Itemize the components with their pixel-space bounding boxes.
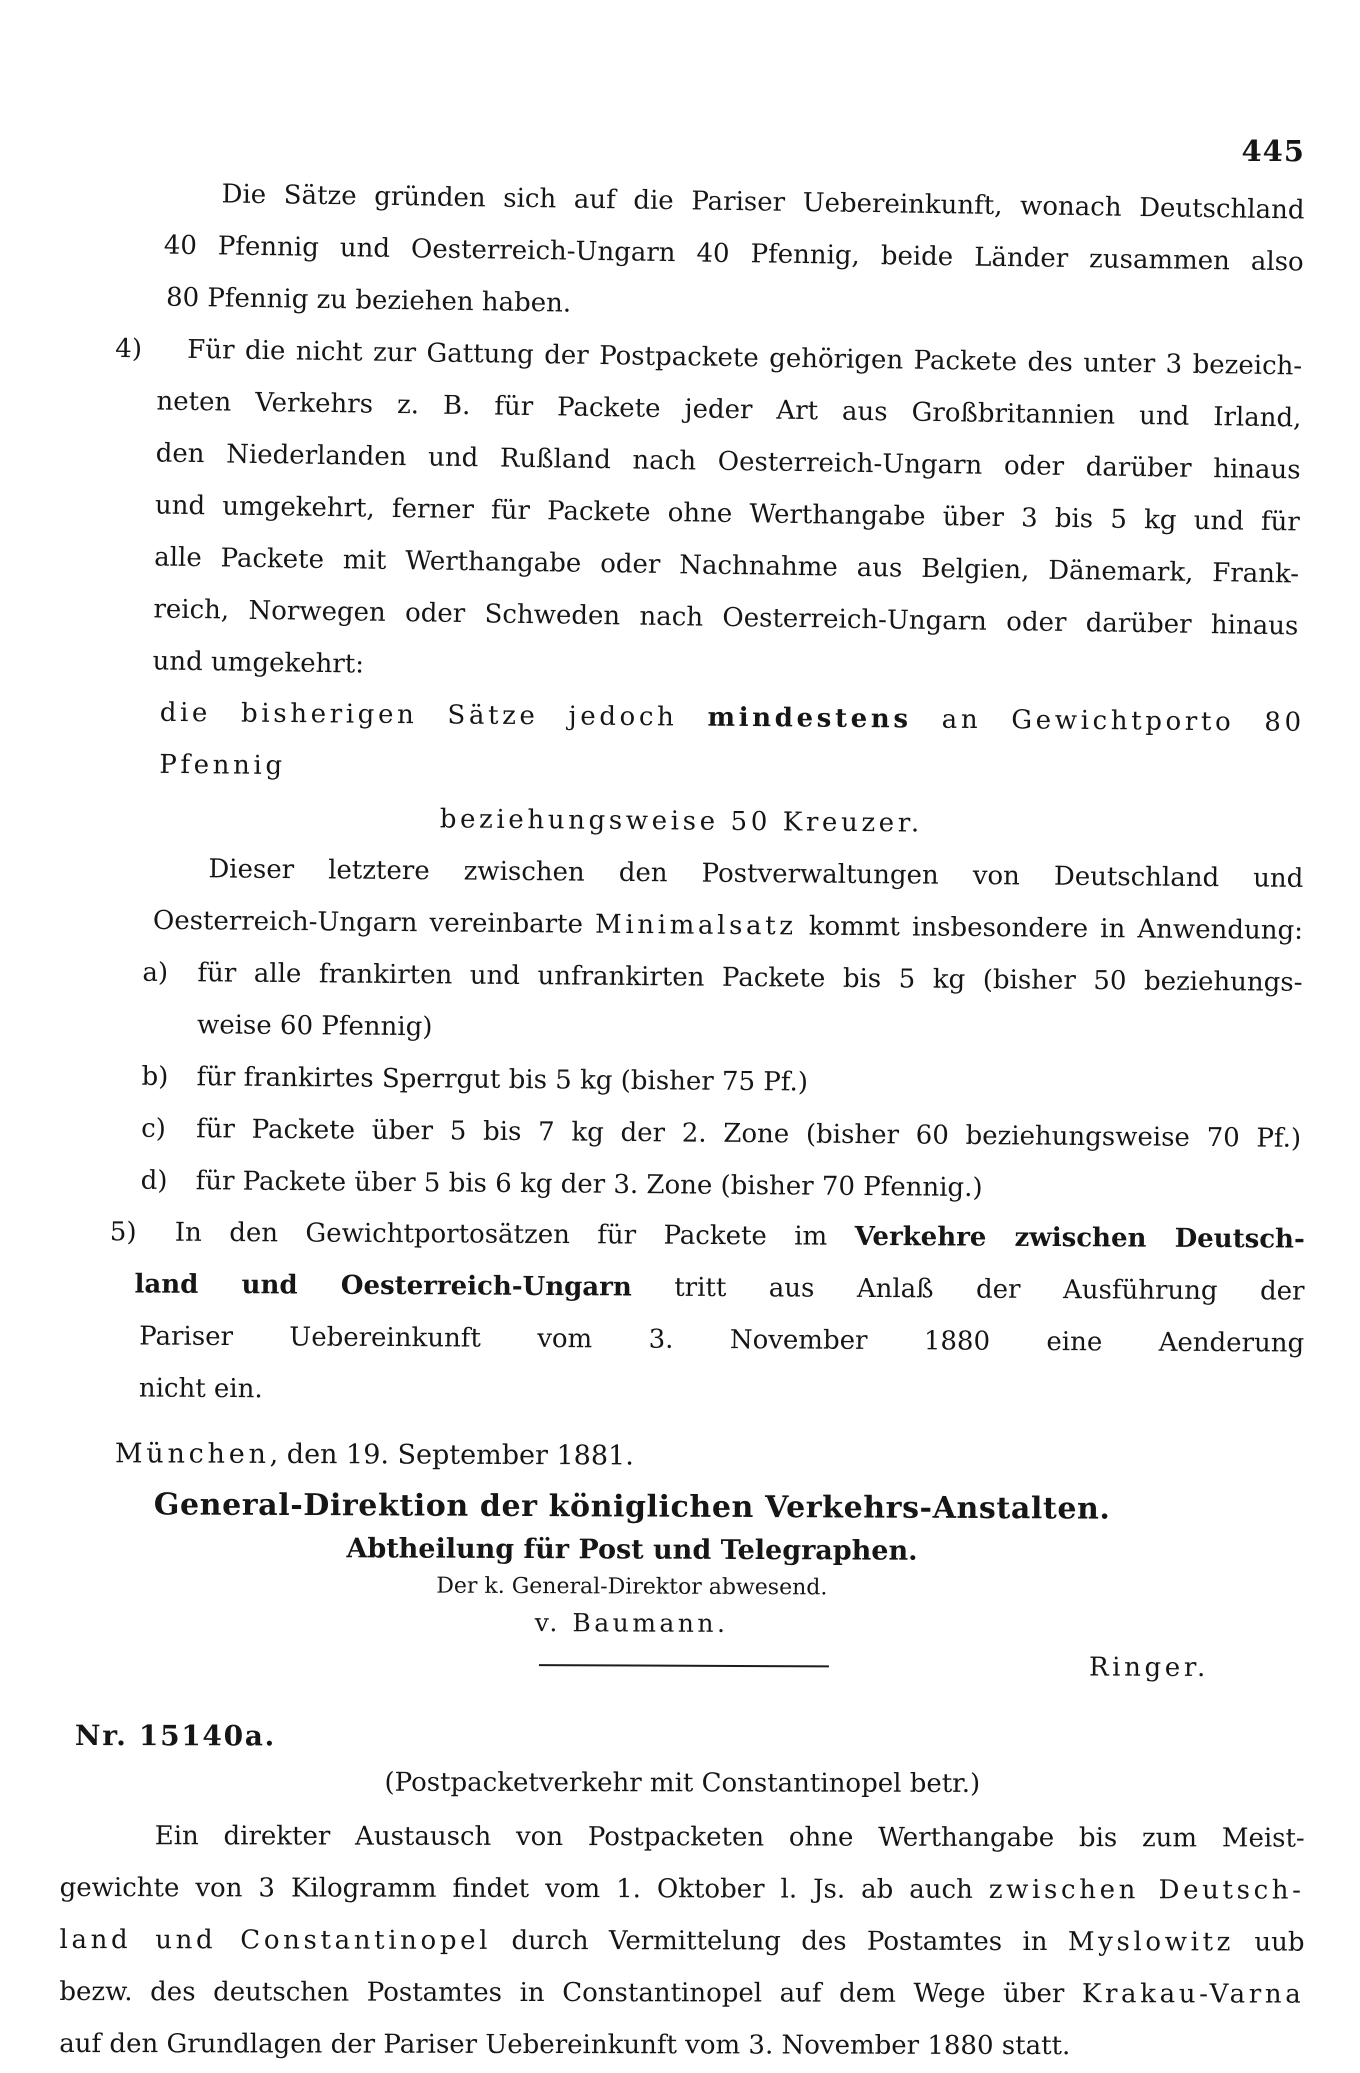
minimum-rate-section: [55, 686, 1304, 1217]
closing-section: [59, 1430, 1305, 1689]
minimal-paragraph-text: Oesterreich-Ungarn vereinbarte: [152, 905, 596, 940]
document-page: [60, 0, 1305, 2070]
notice-line: auf den Grundlagen der Pariser Uebereinkunft vom 3. November 1880 statt.: [59, 2028, 1071, 2062]
item-5-emphasis: Verkehre zwischen Deutsch-: [854, 1221, 1305, 1255]
intro-section: [52, 166, 1305, 704]
notice-line: [59, 1966, 1304, 2021]
notice-emphasis: Myslowitz: [1067, 1927, 1235, 1958]
item-5-line: nicht ein.: [138, 1373, 263, 1405]
notice-line: [59, 1914, 1304, 1969]
item-5-line: [60, 1206, 1305, 1266]
item-4-line: alle Packete mit Werthangabe oder Nachnahme aus Belgien, Dänemark, Frank-: [153, 542, 1300, 590]
item-4-line: und umgekehrt:: [152, 646, 365, 680]
intro-line: 80 Pfennig zu beziehen haben.: [165, 282, 572, 319]
item-4: [52, 322, 1302, 704]
item-5-line: Pariser Uebereinkunft vom 3. November 1880 eine Aenderung: [139, 1321, 1305, 1359]
minimum-rate-emphasis: mindestens: [707, 702, 912, 735]
intro-line: 40 Pfennig und Oesterreich-Ungarn 40 Pfennig, beide Länder zusammen also: [163, 230, 1304, 278]
item-4-line: und umgekehrt, ferner für Packete ohne Werthangabe über 3 bis 5 kg und für: [154, 490, 1301, 538]
minimal-paragraph-text: kommt insbesondere in Anwendung:: [796, 911, 1304, 946]
notice-subject: (Postpacketverkehr mit Constantinopel betr.): [384, 1767, 981, 1799]
dateline-place: München: [114, 1438, 270, 1470]
notice-section: [59, 1712, 1305, 2073]
item-5-section: [59, 1206, 1305, 1422]
item-4-line: reich, Norwegen oder Schweden nach Oesterreich-Ungarn oder darüber hinaus: [153, 594, 1299, 642]
item-4-line: neten Verkehrs z. B. für Packete jeder Art aus Großbritannien und Irland,: [156, 386, 1302, 434]
minimum-rate-line: [59, 686, 1305, 801]
minimum-rate-text: die bisherigen Sätze jedoch: [159, 697, 708, 733]
sub-item-b-line: für frankirtes Sperrgut bis 5 kg (bisher 75 Pf.): [196, 1062, 809, 1098]
signature-block: [114, 1482, 1150, 1645]
item-4-line: Für die nicht zur Gattung der Postpackete gehörigen Packete des unter 3 bezeich-: [187, 334, 1303, 382]
item-5-line: [59, 1258, 1304, 1318]
closing-row: [59, 1642, 1304, 1689]
notice-emphasis: land und Constantinopel: [59, 1924, 492, 1956]
sub-item-b-marker: b): [141, 1061, 169, 1092]
sub-item-d-marker: d): [140, 1165, 168, 1196]
minimalsatz-emphasis: Minimalsatz: [594, 909, 797, 942]
kreuzer-line: beziehungsweise 50 Kreuzer.: [439, 804, 924, 839]
signature-ringer: Ringer.: [1088, 1652, 1210, 1684]
minimum-rate-text: an Gewichtporto 80 Pfennig: [159, 704, 1305, 781]
authority-line: General-Direktion der königlichen Verkehrs-Anstalten.: [153, 1487, 1111, 1527]
item-4-line: den Niederlanden und Rußland nach Oesterreich-Ungarn oder darüber hinaus: [155, 438, 1301, 486]
minimal-paragraph-line: Dieser letztere zwischen den Postverwaltungen von Deutschland und: [208, 854, 1304, 894]
sub-item-c-marker: c): [141, 1113, 166, 1144]
sub-item-a: [57, 946, 1303, 1061]
page-number: 445: [1241, 134, 1305, 168]
notice-line: Ein direkter Austausch von Postpacketen ohne Werthangabe bis zum Meist-: [154, 1821, 1305, 1854]
sub-item-a-marker: a): [142, 957, 169, 988]
separator-rule: [539, 1664, 829, 1667]
notice-text: uub: [1233, 1927, 1305, 1958]
signature-baumann: v. Baumann.: [534, 1608, 729, 1638]
sub-item-d-line: für Packete über 5 bis 6 kg der 3. Zone (bisher 70 Pfennig.): [195, 1166, 983, 1204]
notice-text: bezw. des deutschen Postamtes in Constantinopel auf dem Wege über: [59, 1976, 1082, 2010]
notice-emphasis: Krakau-Varna: [1081, 1979, 1305, 2010]
dateline-date: , den 19. September 1881.: [269, 1438, 634, 1472]
item-5-text: tritt aus Anlaß der Ausführung der: [631, 1272, 1305, 1307]
dateline: [60, 1430, 1305, 1483]
notice-text: durch Vermittelung des Postamtes in: [491, 1925, 1068, 1958]
notice-line: [60, 1862, 1305, 1917]
item-5-emphasis: land und Oesterreich-Ungarn: [134, 1269, 632, 1303]
item-5-marker: 5): [109, 1217, 137, 1248]
item-4-marker: 4): [115, 333, 143, 365]
item-5: [59, 1206, 1305, 1422]
item-5-text: In den Gewichtportosätzen für Packete im: [174, 1217, 855, 1252]
department-line: Abtheilung für Post und Telegraphen.: [346, 1533, 918, 1567]
notice-number: Nr. 15140a.: [74, 1719, 277, 1753]
intro-line: Die Sätze gründen sich auf die Pariser Uebereinkunft, wonach Deutschland: [221, 179, 1305, 226]
sub-item-c-line: für Packete über 5 bis 7 kg der 2. Zone (bisher 60 beziehungsweise 70 Pf.): [196, 1114, 1302, 1154]
sub-item-a-line: für alle frankirten und unfrankirten Packete bis 5 kg (bisher 50 beziehungs-: [197, 958, 1303, 998]
notice-text: gewichte von 3 Kilogramm findet vom 1. Oktober l. Js. ab auch: [59, 1872, 989, 1905]
notice-emphasis: zwischen Deutsch-: [988, 1874, 1305, 1906]
sub-item-a-line: weise 60 Pfennig): [196, 1010, 433, 1043]
absence-note: Der k. General-Direktor abwesend.: [436, 1573, 828, 1601]
